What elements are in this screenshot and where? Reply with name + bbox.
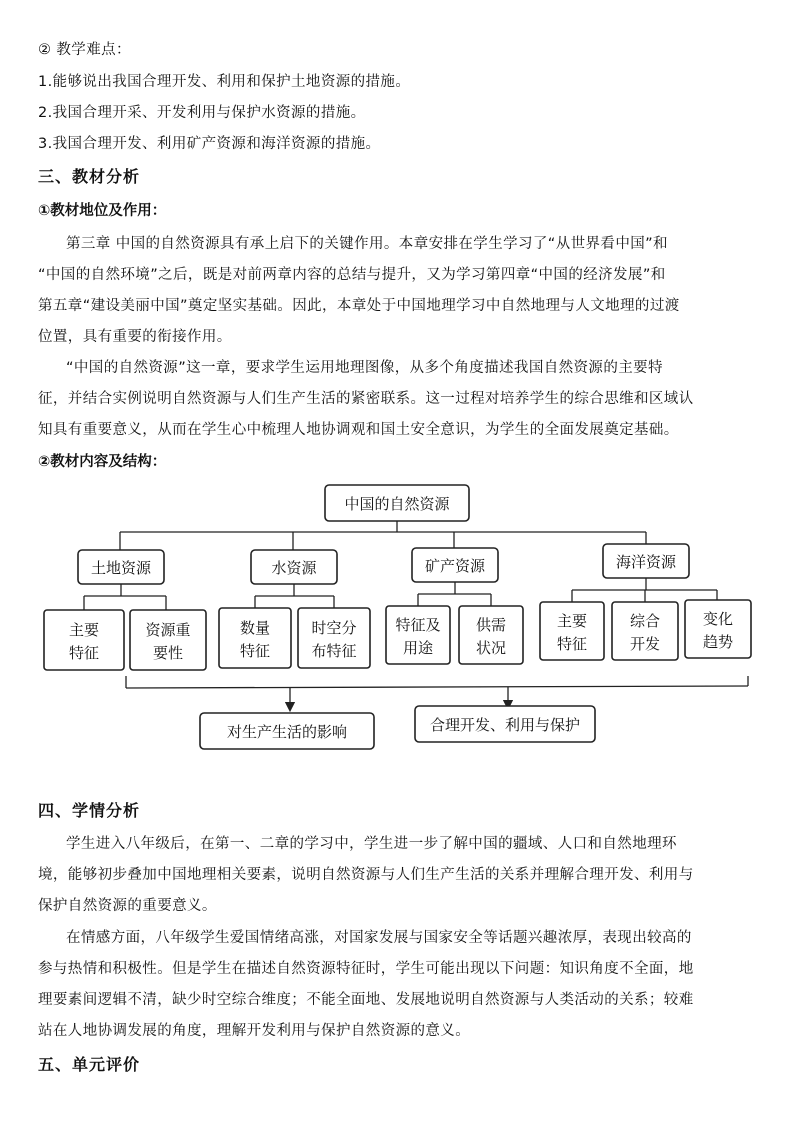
leaf-label: 开发 bbox=[629, 635, 661, 653]
leaf-label: 综合 bbox=[629, 612, 661, 630]
leaf-label: 状况 bbox=[475, 639, 507, 657]
leaf-label: 特征 bbox=[556, 635, 588, 653]
section-heading-unit-evaluation: 五、单元评价 bbox=[38, 1055, 141, 1074]
leaf-label: 资源重 bbox=[145, 621, 191, 639]
leaf-label: 趋势 bbox=[702, 633, 734, 651]
paragraph-line: 在情感方面，八年级学生爱国情绪高涨，对国家发展与国家安全等话题兴趣浓厚，表现出较高的 bbox=[66, 930, 692, 946]
leaf-label: 主要 bbox=[556, 612, 588, 630]
difficulty-item-1: 1.能够说出我国合理开发、利用和保护土地资源的措施。 bbox=[38, 74, 411, 90]
leaf-label: 要性 bbox=[152, 644, 184, 662]
leaf-label: 布特征 bbox=[311, 642, 357, 660]
difficulty-item-2: 2.我国合理开采、开发利用与保护水资源的措施。 bbox=[38, 105, 366, 121]
difficulty-item-3: 3.我国合理开发、利用矿产资源和海洋资源的措施。 bbox=[38, 136, 381, 152]
leaf-label: 主要 bbox=[68, 621, 100, 639]
category-land: 土地资源 bbox=[90, 559, 152, 577]
paragraph-line: 征，并结合实例说明自然资源与人们生产生活的紧密联系。这一过程对培养学生的综合思维和区域认 bbox=[38, 391, 694, 407]
leaf-label: 数量 bbox=[239, 619, 271, 637]
category-ocean: 海洋资源 bbox=[615, 553, 677, 571]
subheading-status-role: ①教材地位及作用： bbox=[38, 203, 167, 219]
outcome-protection: 合理开发、利用与保护 bbox=[429, 716, 581, 734]
paragraph-line: 位置，具有重要的衔接作用。 bbox=[38, 329, 232, 345]
paragraph-line: 保护自然资源的重要意义。 bbox=[38, 898, 217, 914]
paragraph-line: 知具有重要意义，从而在学生心中梳理人地协调观和国土安全意识，为学生的全面发展奠定基础。 bbox=[38, 422, 679, 438]
section-heading-learner-analysis: 四、学情分析 bbox=[38, 801, 141, 820]
paragraph-line: 第五章“建设美丽中国”奠定坚实基础。因此，本章处于中国地理学习中自然地理与人文地理的过渡 bbox=[38, 298, 680, 314]
paragraph-line: 理要素间逻辑不清，缺少时空综合维度；不能全面地、发展地说明自然资源与人类活动的关系；较难 bbox=[38, 992, 694, 1008]
paragraph-line: 站在人地协调发展的角度，理解开发利用与保护自然资源的意义。 bbox=[38, 1023, 471, 1039]
paragraph-line: “中国的自然资源”这一章，要求学生运用地理图像，从多个角度描述我国自然资源的主要特 bbox=[66, 360, 663, 376]
difficulty-heading: ② 教学难点： bbox=[38, 42, 131, 58]
paragraph-line: “中国的自然环境”之后，既是对前两章内容的总结与提升，又为学习第四章“中国的经济发展”和 bbox=[38, 267, 666, 283]
section-heading-textbook-analysis: 三、教材分析 bbox=[38, 167, 141, 186]
outcome-impact: 对生产生活的影响 bbox=[226, 723, 348, 741]
leaf-label: 时空分 bbox=[311, 619, 357, 637]
paragraph-line: 境，能够初步叠加中国地理相关要素，说明自然资源与人们生产生活的关系并理解合理开发、利用与 bbox=[38, 867, 694, 883]
leaf-label: 供需 bbox=[475, 616, 507, 634]
paragraph-line: 第三章 中国的自然资源具有承上启下的关键作用。本章安排在学生学习了“从世界看中国”和 bbox=[66, 236, 668, 252]
paragraph-line: 学生进入八年级后，在第一、二章的学习中，学生进一步了解中国的疆域、人口和自然地理环 bbox=[66, 836, 677, 852]
paragraph-line: 参与热情和积极性。但是学生在描述自然资源特征时，学生可能出现以下问题：知识角度不全面，地 bbox=[38, 961, 694, 977]
leaf-label: 特征 bbox=[239, 642, 271, 660]
leaf-label: 特征 bbox=[68, 644, 100, 662]
structure-diagram bbox=[0, 480, 794, 770]
category-water: 水资源 bbox=[271, 559, 317, 577]
subheading-content-structure: ②教材内容及结构： bbox=[38, 454, 167, 470]
leaf-label: 用途 bbox=[402, 639, 434, 657]
category-mineral: 矿产资源 bbox=[424, 557, 486, 575]
root-node-label: 中国的自然资源 bbox=[344, 495, 450, 513]
leaf-label: 特征及 bbox=[395, 616, 441, 634]
leaf-label: 变化 bbox=[702, 610, 734, 628]
